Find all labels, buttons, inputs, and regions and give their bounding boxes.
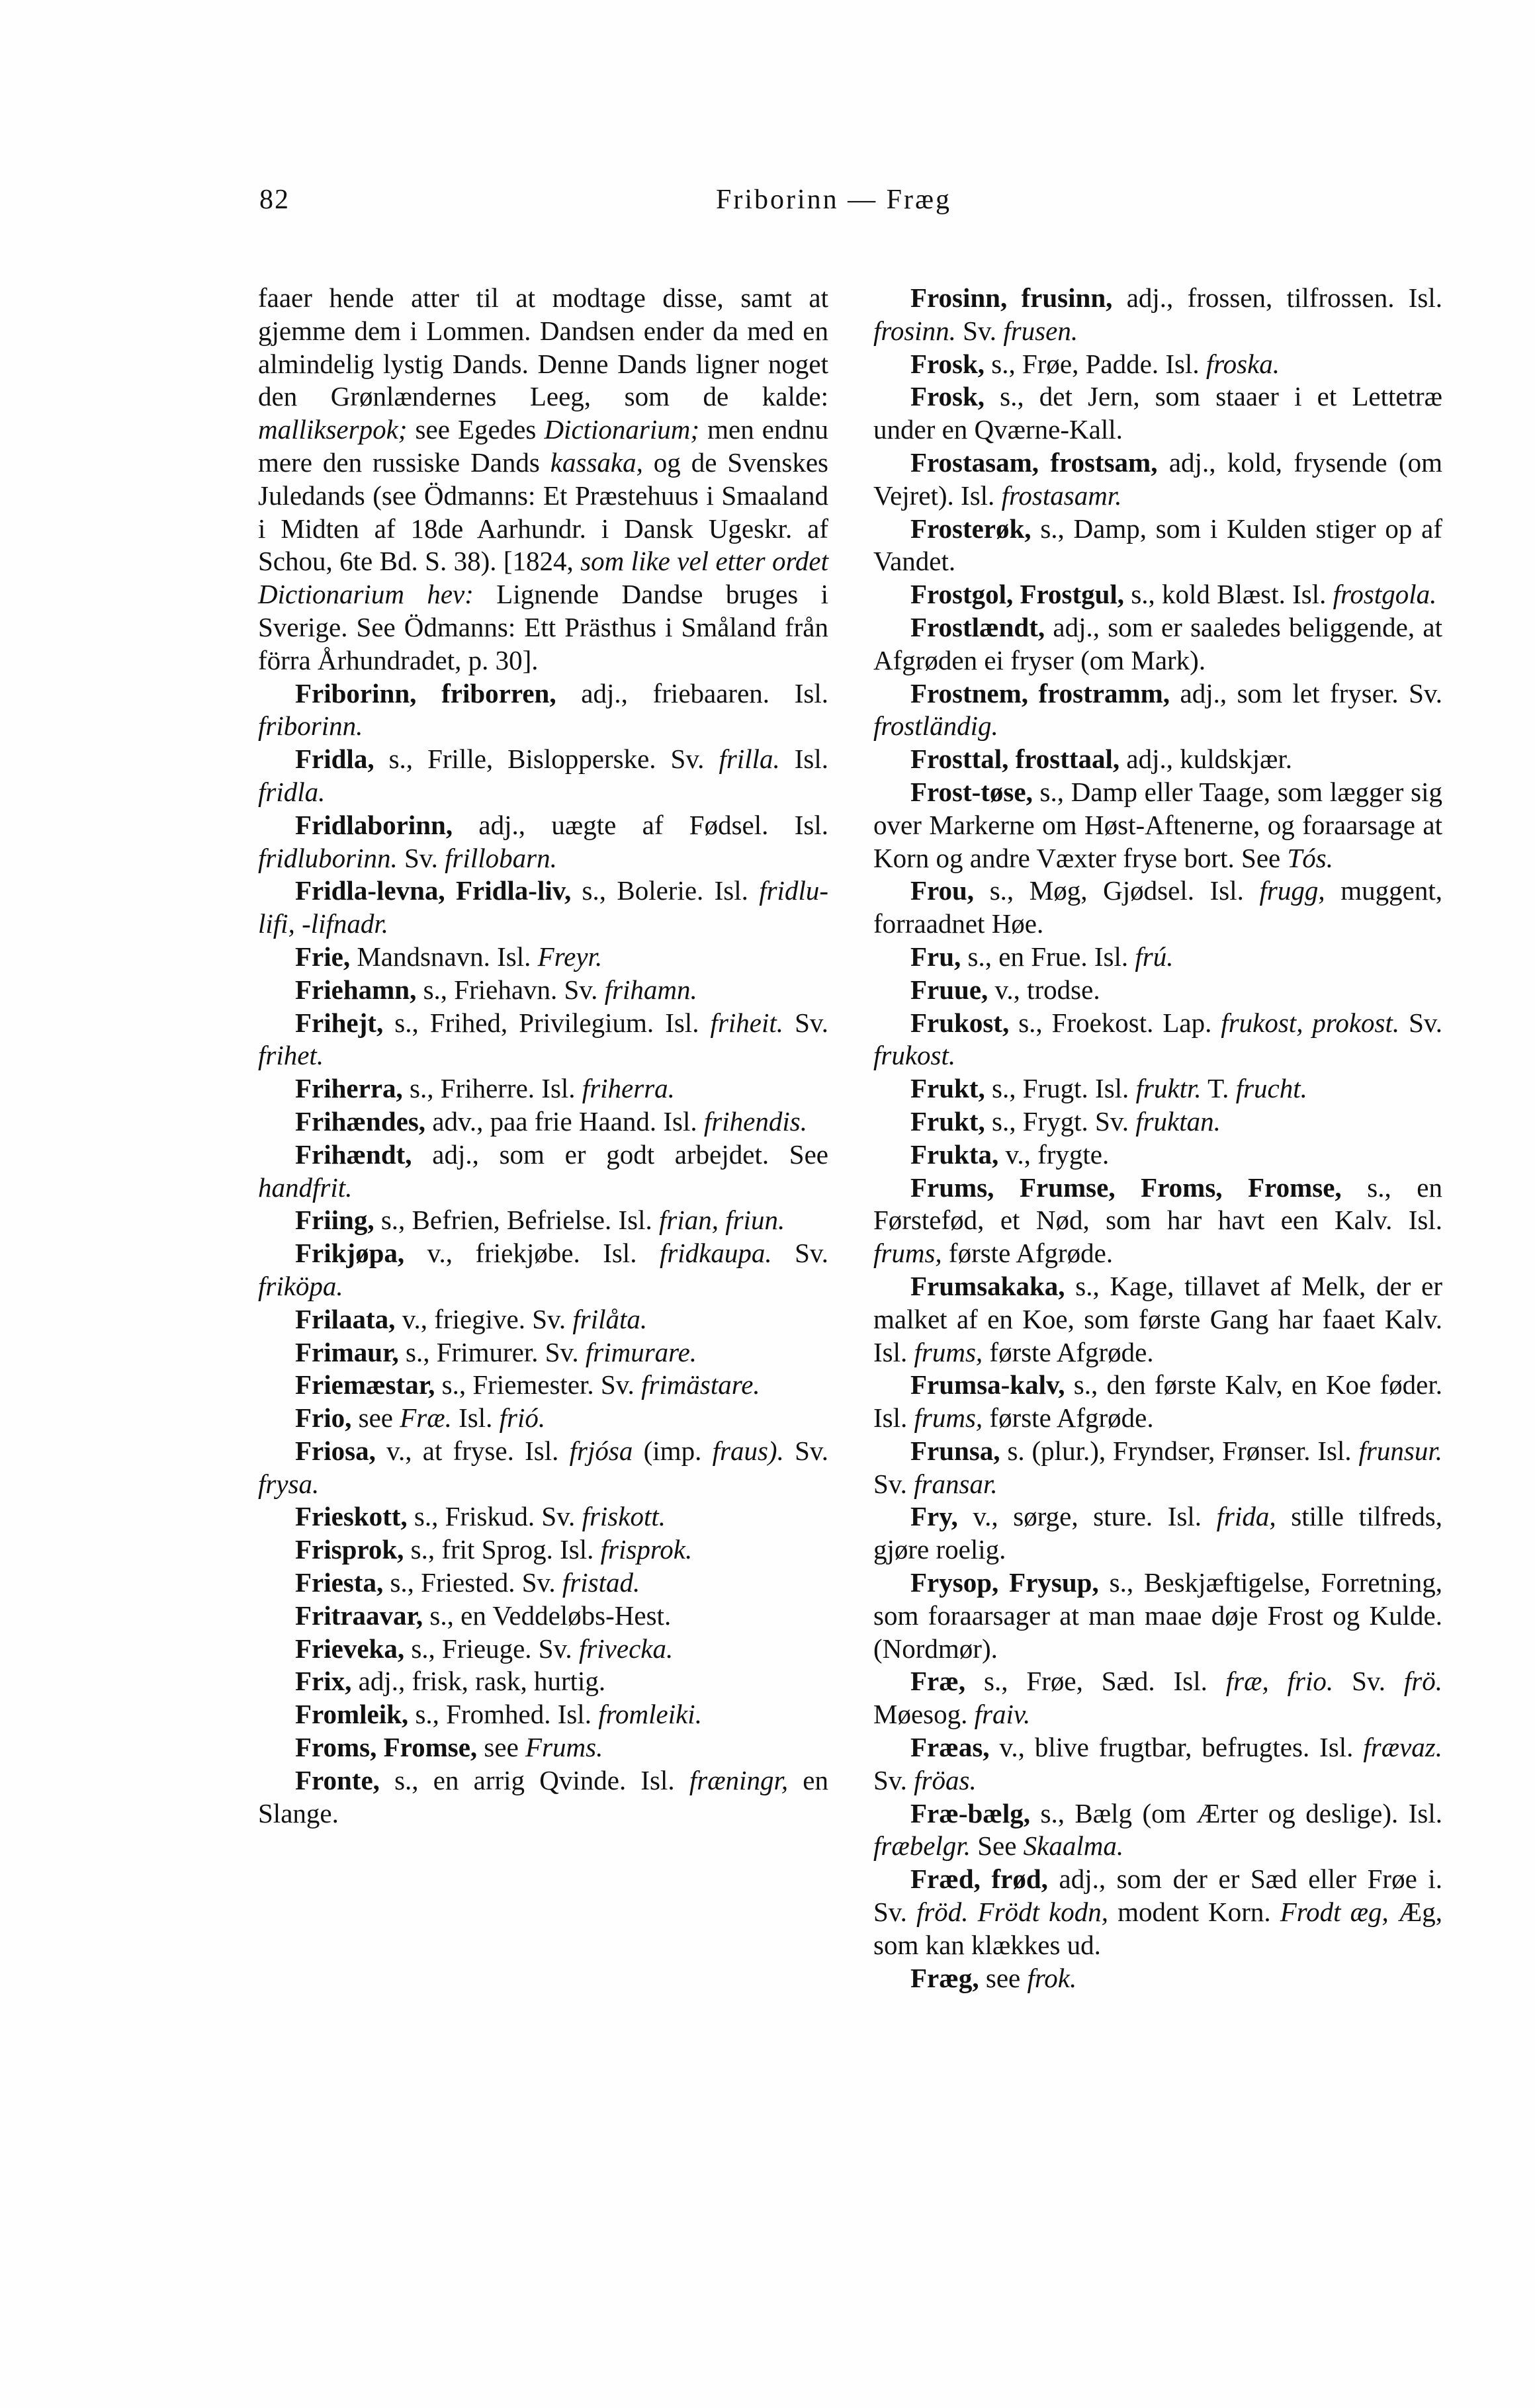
italic-text: frian, friun. bbox=[658, 1205, 785, 1236]
entry-text: men endnu mere den russiske Dands bbox=[258, 414, 828, 478]
entry-text: s., frit Sprog. Isl. bbox=[404, 1534, 601, 1565]
italic-text: fridluborinn. bbox=[258, 842, 398, 873]
dictionary-entry-frukost bbox=[873, 1007, 1442, 1073]
italic-text: handfrit. bbox=[258, 1172, 353, 1203]
entry-text: s., den første Kalv, en Koe føder. Isl. bbox=[873, 1369, 1442, 1434]
italic-text: Fræ. bbox=[400, 1402, 452, 1434]
headword: Frisprok, bbox=[295, 1534, 404, 1565]
dictionary-entry-frostlaendt bbox=[873, 611, 1442, 677]
headword: Fruue, bbox=[910, 974, 988, 1005]
entry-text: s., Friemester. Sv. bbox=[435, 1369, 642, 1400]
headword: Friehamn, bbox=[295, 974, 417, 1005]
headword: Fridla-levna, Fridla-liv, bbox=[295, 875, 572, 906]
italic-text: frihamn. bbox=[604, 974, 697, 1005]
italic-text: frihendis. bbox=[703, 1105, 807, 1137]
italic-text: frihet. bbox=[258, 1040, 324, 1071]
dictionary-entry-frisprok bbox=[258, 1533, 828, 1567]
entry-text: adj., som er godt arbejdet. See bbox=[412, 1139, 828, 1170]
headword: Frosterøk, bbox=[910, 513, 1031, 544]
dictionary-entry-fronte bbox=[258, 1764, 828, 1830]
headword: Fromleik, bbox=[295, 1699, 409, 1730]
italic-text: frostländig. bbox=[873, 710, 998, 742]
entry-text: Sv. bbox=[783, 1435, 829, 1466]
entry-text: Mandsnavn. Isl. bbox=[350, 941, 538, 972]
entry-text: s., Damp eller Taage, som lægger sig over Markerne om Høst-Aftenerne, og foraarsage at Korn og andre Væxter fryse bort. See bbox=[873, 776, 1442, 873]
dictionary-entry-frae bbox=[873, 1665, 1442, 1731]
dictionary-entry-frums bbox=[873, 1172, 1442, 1270]
headword: Fry, bbox=[910, 1501, 958, 1532]
headword: Frums, Frumse, Froms, Fromse, bbox=[910, 1172, 1342, 1203]
italic-text: frida, bbox=[1216, 1501, 1276, 1532]
dictionary-entry-frosk1 bbox=[873, 348, 1442, 381]
dictionary-entry-fraeg bbox=[873, 1962, 1442, 1995]
italic-text: fruktr. bbox=[1135, 1073, 1202, 1104]
dictionary-entry-frostgol bbox=[873, 578, 1442, 611]
dictionary-entry-frukt2 bbox=[873, 1105, 1442, 1139]
headword: Frie, bbox=[295, 941, 351, 972]
headword: Frukost, bbox=[910, 1007, 1010, 1038]
italic-text: frums, bbox=[914, 1336, 983, 1367]
italic-text: frú. bbox=[1135, 941, 1174, 972]
italic-text: frostgola. bbox=[1333, 579, 1437, 610]
entry-text: s., det Jern, som staaer i et Lettetræ under en Qværne-Kall. bbox=[873, 381, 1442, 445]
entry-text: v., friegive. Sv. bbox=[395, 1303, 573, 1334]
entry-text: v., at fryse. Isl. bbox=[375, 1435, 570, 1466]
entry-text: s., Frøe, Padde. Isl. bbox=[985, 348, 1206, 379]
entry-text: s., Froekost. Lap. bbox=[1009, 1007, 1221, 1038]
italic-text: Frodt æg, bbox=[1280, 1897, 1389, 1928]
dictionary-entry-frukta bbox=[873, 1139, 1442, 1172]
italic-text: frugg, bbox=[1259, 875, 1325, 906]
italic-text: Tós. bbox=[1287, 842, 1333, 873]
italic-text: fröd. bbox=[916, 1897, 969, 1928]
headword: Froms, Fromse, bbox=[295, 1732, 478, 1763]
dictionary-entry-frosk2 bbox=[873, 380, 1442, 447]
italic-text: mallikserpok; bbox=[258, 414, 408, 445]
italic-text: frö. bbox=[1403, 1666, 1442, 1697]
headword: Frukt, bbox=[910, 1073, 985, 1104]
entry-text: v., friekjøbe. Isl. bbox=[404, 1238, 660, 1269]
dictionary-entry-fritraavar bbox=[258, 1600, 828, 1633]
headword: Frosttal, frosttaal, bbox=[910, 744, 1120, 775]
entry-text: T. bbox=[1201, 1073, 1236, 1104]
entry-text: s., Friehavn. Sv. bbox=[416, 974, 605, 1005]
italic-text: fræningr, bbox=[689, 1764, 789, 1795]
dictionary-entry-frilaata bbox=[258, 1303, 828, 1336]
italic-text: frums, bbox=[873, 1238, 942, 1269]
entry-text: s., Friested. Sv. bbox=[383, 1567, 562, 1598]
dictionary-entry-fruue bbox=[873, 974, 1442, 1007]
headword: Fridlaborinn, bbox=[295, 809, 453, 840]
headword: Friosa, bbox=[295, 1435, 376, 1466]
page-number: 82 bbox=[259, 185, 290, 215]
entry-text: første Afgrøde. bbox=[942, 1238, 1114, 1269]
dictionary-entry-frumsa-kalv bbox=[873, 1369, 1442, 1435]
headword: Frunsa, bbox=[910, 1435, 1000, 1466]
entry-text: adj., som er saaledes beliggende, at Afgrøden ei fryser (om Mark). bbox=[873, 611, 1442, 675]
entry-text: s., Damp, som i Kulden stiger op af Vandet. bbox=[873, 513, 1442, 577]
italic-text: fröas. bbox=[914, 1764, 977, 1795]
entry-text: første Afgrøde. bbox=[983, 1402, 1154, 1434]
dictionary-entry-frieskott bbox=[258, 1500, 828, 1533]
dictionary-entry-friing bbox=[258, 1204, 828, 1237]
italic-text: friskott. bbox=[582, 1501, 666, 1532]
headword: Frosk, bbox=[910, 381, 985, 412]
entry-text: stille tilfreds, gjøre roelig. bbox=[873, 1501, 1442, 1565]
italic-text: friheit. bbox=[710, 1007, 784, 1038]
dictionary-entry-frihaendt bbox=[258, 1139, 828, 1205]
headword: Frikjøpa, bbox=[295, 1238, 405, 1269]
entry-text: see bbox=[979, 1962, 1028, 1993]
italic-text: frió. bbox=[499, 1402, 546, 1434]
entry-text: adj., kold, frysende (om Vejret). Isl. bbox=[873, 447, 1442, 511]
headword: Frio, bbox=[295, 1402, 352, 1434]
dictionary-entry-frosinn bbox=[873, 282, 1442, 348]
entry-text: s., Frille, Bislopperske. Sv. bbox=[374, 744, 719, 775]
italic-text: frunsur. bbox=[1358, 1435, 1442, 1466]
dictionary-entry-fridlaborinn bbox=[258, 809, 828, 875]
headword: Fritraavar, bbox=[295, 1600, 423, 1631]
entry-text: Sv. bbox=[1399, 1007, 1442, 1038]
headword: Frimaur, bbox=[295, 1336, 399, 1367]
headword: Frieveka, bbox=[295, 1633, 405, 1664]
headword: Frostasam, frostsam, bbox=[910, 447, 1158, 478]
entry-text: s., Frygt. Sv. bbox=[985, 1105, 1136, 1137]
dictionary-entry-fromleik bbox=[258, 1698, 828, 1731]
entry-text: adj., friebaaren. Isl. bbox=[556, 677, 828, 709]
italic-text: frukost, prokost. bbox=[1221, 1007, 1400, 1038]
entry-text: en Slange. bbox=[258, 1764, 829, 1828]
headword: Frysop, Frysup, bbox=[910, 1567, 1099, 1598]
italic-text: frillobarn. bbox=[445, 842, 557, 873]
right-column bbox=[873, 282, 1442, 1995]
headword: Fræ, bbox=[910, 1666, 966, 1697]
headword: Friherra, bbox=[295, 1073, 403, 1104]
entry-text: Isl. bbox=[451, 1402, 500, 1434]
dictionary-entry-froms bbox=[258, 1731, 828, 1764]
dictionary-entry-frou bbox=[873, 875, 1442, 941]
entry-text: s., Friskud. Sv. bbox=[407, 1501, 582, 1532]
headword: Frieskott, bbox=[295, 1501, 408, 1532]
entry-text bbox=[969, 1897, 978, 1927]
headword: Frilaata, bbox=[295, 1303, 396, 1334]
entry-text: s., Frieuge. Sv. bbox=[404, 1633, 579, 1664]
left-column bbox=[258, 282, 828, 1830]
entry-text: Møesog. bbox=[873, 1699, 975, 1730]
italic-text: fristad. bbox=[562, 1567, 640, 1598]
italic-text: som like vel etter ordet Dictionarium hev: bbox=[258, 546, 829, 610]
headword: Frihændt, bbox=[295, 1139, 412, 1170]
headword: Friborinn, friborren, bbox=[295, 677, 556, 709]
headword: Friing, bbox=[295, 1205, 374, 1236]
entry-text: s., Bolerie. Isl. bbox=[571, 875, 760, 906]
italic-text: kassaka, bbox=[550, 447, 643, 478]
entry-text: s., en Veddeløbs-Hest. bbox=[423, 1600, 672, 1631]
italic-text: frosinn. bbox=[873, 315, 956, 346]
italic-text: frok. bbox=[1027, 1962, 1077, 1993]
italic-text: frimurare. bbox=[585, 1336, 697, 1367]
italic-text: Frums. bbox=[525, 1732, 603, 1763]
dictionary-entry-friemaestar bbox=[258, 1369, 828, 1402]
headword: Frostnem, frostramm, bbox=[910, 677, 1170, 709]
headword: Frihejt, bbox=[295, 1007, 384, 1038]
headword: Frou, bbox=[910, 875, 975, 906]
italic-text: frisprok. bbox=[600, 1534, 693, 1565]
entry-text: s., Frimurer. Sv. bbox=[398, 1336, 586, 1367]
italic-text: fransar. bbox=[914, 1468, 998, 1499]
entry-text: s., Beskjæftigelse, Forretning, som foraarsager at man maae døje Frost og Kulde. (Nordmør). bbox=[873, 1567, 1442, 1664]
dictionary-entry-frost-tose bbox=[873, 776, 1442, 875]
dictionary-entry-frostnem bbox=[873, 677, 1442, 744]
headword: Frosinn, frusinn, bbox=[910, 282, 1113, 313]
dictionary-entry-friosa bbox=[258, 1435, 828, 1501]
entry-text: muggent, forraadnet Høe. bbox=[873, 875, 1442, 939]
entry-text: s. (plur.), Fryndser, Frønser. Isl. bbox=[1000, 1435, 1359, 1466]
headword: Frosk, bbox=[910, 348, 985, 379]
italic-text: fridkaupa. bbox=[659, 1238, 772, 1269]
dictionary-entry-frostasam bbox=[873, 447, 1442, 513]
dictionary-entry-fru bbox=[873, 941, 1442, 974]
entry-text: Sv. bbox=[397, 842, 445, 873]
italic-text: frjósa bbox=[569, 1435, 633, 1466]
entry-text: Sv. bbox=[873, 1764, 914, 1795]
italic-text: frukost. bbox=[873, 1040, 956, 1071]
entry-text: s., Frugt. Isl. bbox=[985, 1073, 1136, 1104]
italic-text: Freyr. bbox=[537, 941, 603, 972]
entry-text: s., Bælg (om Ærter og deslige). Isl. bbox=[1030, 1797, 1442, 1828]
dictionary-entry-frimaur bbox=[258, 1336, 828, 1369]
headword: Frumsakaka, bbox=[910, 1270, 1065, 1301]
italic-text: frusen. bbox=[1003, 315, 1078, 346]
italic-text: fruktan. bbox=[1135, 1105, 1221, 1137]
entry-text: s., en Førstefød, et Nød, som har havt een Kalv. Isl. bbox=[873, 1172, 1442, 1236]
italic-text: fridlu-lifi, -lifnadr. bbox=[258, 875, 828, 939]
dictionary-entry-frikjopa bbox=[258, 1237, 828, 1303]
italic-text: fræ, frio. bbox=[1225, 1666, 1334, 1697]
italic-text: Frödt kodn, bbox=[977, 1897, 1109, 1928]
entry-text: Sv. bbox=[955, 315, 1004, 346]
dictionary-entry-friesta bbox=[258, 1567, 828, 1600]
entry-text: v., sørge, sture. Isl. bbox=[957, 1501, 1217, 1532]
dictionary-entry-fry bbox=[873, 1500, 1442, 1567]
italic-text: froska. bbox=[1206, 348, 1280, 379]
entry-text: v., blive frugtbar, befrugtes. Isl. bbox=[989, 1732, 1364, 1763]
dictionary-entry-frieveka bbox=[258, 1633, 828, 1666]
italic-text: fræbelgr. bbox=[873, 1830, 971, 1862]
page-header bbox=[0, 184, 1535, 224]
headword: Frix, bbox=[295, 1666, 352, 1697]
entry-text: s., Befrien, Befrielse. Isl. bbox=[374, 1205, 659, 1236]
dictionary-entry-frosttal bbox=[873, 743, 1442, 776]
italic-text: frilla. bbox=[719, 744, 780, 775]
dictionary-entry-friherra bbox=[258, 1072, 828, 1105]
dictionary-entry-fraed bbox=[873, 1863, 1442, 1961]
dictionary-entry-friehamn bbox=[258, 974, 828, 1007]
italic-text: frilåta. bbox=[572, 1303, 648, 1334]
entry-text: Sv. bbox=[873, 1468, 914, 1499]
headword: Frostgol, Frostgul, bbox=[910, 579, 1125, 610]
headword: Frost-tøse, bbox=[910, 776, 1033, 807]
italic-text: friköpa. bbox=[258, 1270, 343, 1301]
italic-text: fraus). bbox=[712, 1435, 784, 1466]
dictionary-entry-frae-baelg bbox=[873, 1797, 1442, 1864]
italic-text: frostasamr. bbox=[1001, 480, 1122, 511]
italic-text: fromleiki. bbox=[598, 1699, 702, 1730]
headword: Frukta, bbox=[910, 1139, 999, 1170]
headword: Frumsa-kalv, bbox=[910, 1369, 1065, 1400]
entry-text: Isl. bbox=[779, 744, 829, 775]
dictionary-entry-frie bbox=[258, 941, 828, 974]
italic-text: frimästare. bbox=[641, 1369, 760, 1400]
entry-text: s., Møg, Gjødsel. Isl. bbox=[974, 875, 1260, 906]
entry-text: Sv. bbox=[1333, 1666, 1404, 1697]
dictionary-entry-frosterok bbox=[873, 513, 1442, 579]
entry-text: faaer hende atter til at modtage disse, samt at gjemme dem i Lommen. Dandsen ender da med en almindelig lystig Dands. Denne Dands ligner noget den Grønlændernes Leeg, som de kalde: bbox=[258, 282, 828, 412]
italic-text: friherra. bbox=[582, 1073, 675, 1104]
italic-text: frævaz. bbox=[1363, 1732, 1442, 1763]
entry-text: s., en arrig Qvinde. Isl. bbox=[379, 1764, 689, 1795]
headword: Fru, bbox=[910, 941, 961, 972]
entry-text: see bbox=[477, 1732, 526, 1763]
dictionary-entry-fridla bbox=[258, 743, 828, 809]
running-head: Friborinn — Fræg bbox=[716, 185, 952, 215]
dictionary-entry-frumsakaka bbox=[873, 1270, 1442, 1369]
headword: Fræd, frød, bbox=[910, 1864, 1048, 1895]
italic-text: frysa. bbox=[258, 1468, 320, 1499]
entry-text: s., kold Blæst. Isl. bbox=[1124, 579, 1333, 610]
dictionary-entry-frukt1 bbox=[873, 1072, 1442, 1105]
dictionary-entry-fraeas bbox=[873, 1731, 1442, 1797]
entry-text: adj., som der er Sæd eller Frøe i. Sv. bbox=[873, 1864, 1442, 1928]
continued-text bbox=[258, 282, 828, 677]
entry-text: s., en Frue. Isl. bbox=[961, 941, 1135, 972]
entry-text: Sv. bbox=[771, 1238, 829, 1269]
entry-text: adj., frisk, rask, hurtig. bbox=[351, 1666, 606, 1697]
headword: Frostlændt, bbox=[910, 611, 1045, 642]
entry-text: s., Kage, tillavet af Melk, der er malket af en Koe, som første Gang har faaet Kalv. Isl. bbox=[873, 1270, 1442, 1367]
italic-text: frucht. bbox=[1235, 1073, 1307, 1104]
entry-text: og de Svenskes Juledands (see Ödmanns: Et Præstehuus i Smaaland i Midten af 18de Aarhundr. i Dansk Ugeskr. af Schou, 6te Bd. S. 38). [1824, bbox=[258, 447, 828, 577]
headword: Friemæstar, bbox=[295, 1369, 435, 1400]
headword: Frihændes, bbox=[295, 1105, 426, 1137]
entry-text: s., Frøe, Sæd. Isl. bbox=[965, 1666, 1226, 1697]
entry-text: adv., paa frie Haand. Isl. bbox=[425, 1105, 704, 1137]
entry-text: adj., frossen, tilfrossen. Isl. bbox=[1112, 282, 1443, 313]
dictionary-entry-frihaendes bbox=[258, 1105, 828, 1139]
entry-text: s., Fromhed. Isl. bbox=[408, 1699, 599, 1730]
entry-text: Æg, som kan klækkes ud. bbox=[873, 1897, 1442, 1960]
headword: Fræg, bbox=[910, 1962, 979, 1993]
entry-text: adj., kuldskjær. bbox=[1119, 744, 1292, 775]
italic-text: Dictionarium; bbox=[544, 414, 700, 445]
dictionary-entry-fridla-levna bbox=[258, 875, 828, 941]
dictionary-entry-frio bbox=[258, 1402, 828, 1435]
headword: Fridla, bbox=[295, 744, 374, 775]
italic-text: fridla. bbox=[258, 776, 326, 807]
italic-text: frums, bbox=[914, 1402, 983, 1434]
headword: Fræas, bbox=[910, 1732, 990, 1763]
entry-text: v., frygte. bbox=[998, 1139, 1110, 1170]
headword: Fronte, bbox=[295, 1764, 380, 1795]
entry-text: v., trodse. bbox=[988, 974, 1100, 1005]
dictionary-entry-frihejt bbox=[258, 1007, 828, 1073]
headword: Fræ-bælg, bbox=[910, 1797, 1031, 1828]
dictionary-entry-frix bbox=[258, 1665, 828, 1698]
headword: Frukt, bbox=[910, 1105, 985, 1137]
entry-text: adj., som let fryser. Sv. bbox=[1170, 677, 1442, 709]
entry-text: første Afgrøde. bbox=[983, 1336, 1154, 1367]
entry-text: adj., uægte af Fødsel. Isl. bbox=[453, 809, 828, 840]
entry-text: s., Frihed, Privilegium. Isl. bbox=[383, 1007, 711, 1038]
entry-text: (imp. bbox=[633, 1435, 713, 1466]
entry-text: see bbox=[351, 1402, 400, 1434]
italic-text: friborinn. bbox=[258, 710, 363, 742]
entry-text: Lignende Dandse bruges i Sverige. See Ödmanns: Ett Prästhus i Småland från förra Århundradet, p. 30]. bbox=[258, 579, 828, 675]
headword: Friesta, bbox=[295, 1567, 384, 1598]
entry-text: see Egedes bbox=[407, 414, 545, 445]
entry-text: s., Friherre. Isl. bbox=[402, 1073, 582, 1104]
dictionary-entry-friborinn bbox=[258, 677, 828, 744]
entry-text: Sv. bbox=[783, 1007, 829, 1038]
dictionary-entry-frunsa bbox=[873, 1435, 1442, 1501]
entry-text: See bbox=[970, 1830, 1024, 1862]
italic-text: frivecka. bbox=[578, 1633, 674, 1664]
italic-text: Skaalma. bbox=[1023, 1830, 1124, 1862]
italic-text: fraiv. bbox=[974, 1699, 1031, 1730]
dictionary-entry-frysop bbox=[873, 1567, 1442, 1665]
entry-text: modent Korn. bbox=[1108, 1897, 1280, 1928]
